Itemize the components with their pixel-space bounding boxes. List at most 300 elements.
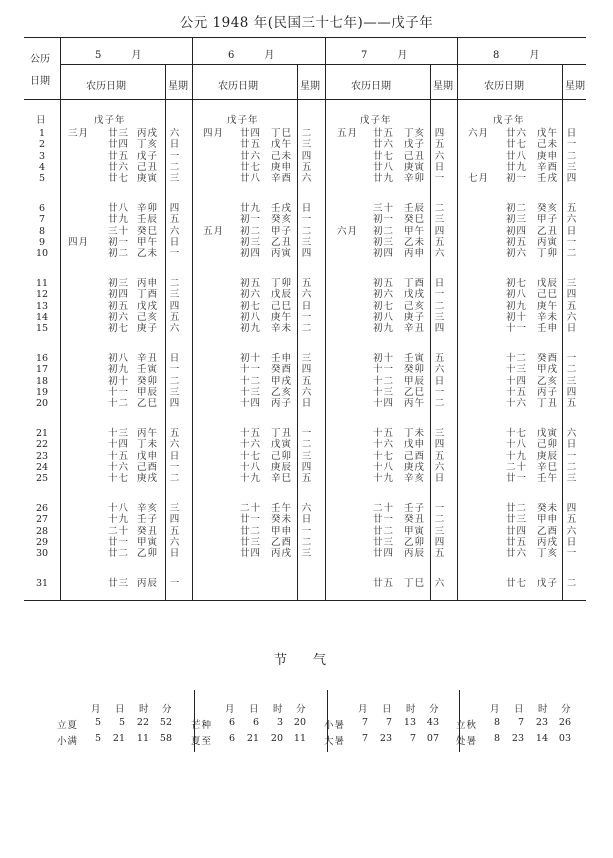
solar-term-minute: 58 xyxy=(159,733,172,744)
day-number: 16 xyxy=(35,353,49,364)
ganzhi: 壬寅 xyxy=(137,364,159,376)
lunar-date: 廿四 xyxy=(240,128,262,139)
weekday: 四 xyxy=(169,203,181,214)
ganzhi: 丙戌 xyxy=(537,536,559,548)
lunar-month-mark: 六月 xyxy=(337,225,359,237)
solar-col-header: 月 xyxy=(358,704,368,715)
ganzhi: 壬戌 xyxy=(271,203,293,214)
day-number: 27 xyxy=(35,514,49,526)
weekday: 四 xyxy=(566,503,578,514)
solar-col-header: 分 xyxy=(296,704,306,715)
weekday: 四 xyxy=(434,536,446,548)
weekday: 日 xyxy=(566,323,578,335)
solar-term-day: 5 xyxy=(118,717,125,728)
weekday: 日 xyxy=(169,353,181,364)
weekday: 六 xyxy=(169,323,181,335)
weekday: 一 xyxy=(434,386,446,398)
ganzhi: 辛巳 xyxy=(271,473,293,485)
ganzhi: 乙丑 xyxy=(537,225,559,237)
weekday: 六 xyxy=(566,311,578,323)
lunar-date: 十六 xyxy=(240,439,262,451)
weekday: 日 xyxy=(434,375,446,387)
month-header: 5 月 xyxy=(95,50,142,61)
day-number: 20 xyxy=(35,398,49,410)
weekday: 三 xyxy=(169,289,181,301)
weekday: 五 xyxy=(301,161,313,173)
ganzhi: 己丑 xyxy=(137,161,159,173)
ganzhi: 己酉 xyxy=(137,461,159,473)
ganzhi: 乙亥 xyxy=(271,386,293,398)
ganzhi: 乙亥 xyxy=(537,375,559,387)
day-number: 9 xyxy=(38,236,46,248)
lunar-date: 十七 xyxy=(108,473,130,485)
solar-term-day: 23 xyxy=(511,733,524,744)
ganzhi: 甲申 xyxy=(271,525,293,537)
lunar-date: 廿五 xyxy=(506,536,528,548)
solar-term-month: 6 xyxy=(228,717,235,728)
ganzhi: 癸卯 xyxy=(137,375,159,387)
ganzhi: 丁酉 xyxy=(137,289,159,301)
lunar-date: 廿八 xyxy=(108,203,130,214)
weekday: 一 xyxy=(169,364,181,376)
lunar-date-header: 农历日期 xyxy=(86,81,126,92)
weekday: 二 xyxy=(301,536,313,548)
weekday: 六 xyxy=(169,128,181,139)
ganzhi: 壬午 xyxy=(537,473,559,485)
ganzhi: 辛未 xyxy=(537,311,559,323)
solar-col-header: 日 xyxy=(514,704,524,715)
solar-col-header: 分 xyxy=(561,704,571,715)
lunar-date: 十八 xyxy=(240,461,262,473)
weekday: 一 xyxy=(434,289,446,301)
weekday: 五 xyxy=(566,398,578,410)
solar-term-hour: 23 xyxy=(535,717,548,728)
lunar-date: 初八 xyxy=(108,353,130,364)
lunar-date: 廿九 xyxy=(240,203,262,214)
weekday: 六 xyxy=(434,150,446,162)
day-number: 8 xyxy=(38,225,46,237)
day-number: 2 xyxy=(38,139,46,151)
solar-col-header: 日 xyxy=(249,704,259,715)
lunar-date: 初八 xyxy=(240,311,262,323)
ganzhi: 庚寅 xyxy=(137,173,159,185)
solar-col-header: 时 xyxy=(538,704,548,715)
ganzhi: 辛丑 xyxy=(404,323,426,335)
lunar-date: 十八 xyxy=(373,461,395,473)
solar-term-name: 芒种 xyxy=(191,720,213,731)
day-number: 1 xyxy=(38,128,46,139)
ganzhi: 庚午 xyxy=(537,300,559,312)
lunar-date: 十六 xyxy=(373,439,395,451)
ganzhi: 己丑 xyxy=(404,150,426,162)
weekday: 日 xyxy=(301,398,313,410)
day-number: 10 xyxy=(35,248,49,260)
solar-col-header: 日 xyxy=(382,704,392,715)
ganzhi: 己巳 xyxy=(537,289,559,301)
weekday: 日 xyxy=(169,548,181,560)
weekday: 三 xyxy=(566,161,578,173)
solar-col-header: 日 xyxy=(115,704,125,715)
ganzhi: 戊申 xyxy=(137,450,159,462)
lunar-month-mark: 五月 xyxy=(203,225,225,237)
ganzhi: 癸未 xyxy=(271,514,293,526)
solar-col-header: 时 xyxy=(406,704,416,715)
ganzhi: 戊戌 xyxy=(137,300,159,312)
solar-term-minute: 43 xyxy=(426,717,439,728)
header-bottom-rule xyxy=(24,99,586,100)
lunar-date: 廿四 xyxy=(373,548,395,560)
weekday: 四 xyxy=(434,128,446,139)
ganzhi: 辛酉 xyxy=(271,173,293,185)
lunar-date: 廿七 xyxy=(506,578,528,589)
solar-term-minute: 07 xyxy=(426,733,439,744)
solar-term-minute: 03 xyxy=(558,733,571,744)
lunar-date: 十一 xyxy=(506,323,528,335)
weekday: 三 xyxy=(434,311,446,323)
solar-col-header: 月 xyxy=(91,704,101,715)
solar-term-name: 大暑 xyxy=(324,736,346,747)
lunar-date: 十七 xyxy=(240,450,262,462)
weekday: 二 xyxy=(434,300,446,312)
year-label: 戊子年 xyxy=(493,115,525,126)
lunar-date: 二十 xyxy=(506,461,528,473)
ganzhi: 丁未 xyxy=(404,428,426,439)
weekday: 六 xyxy=(301,386,313,398)
lunar-date: 十四 xyxy=(506,375,528,387)
ganzhi: 辛亥 xyxy=(137,503,159,514)
ganzhi: 甲辰 xyxy=(137,386,159,398)
weekday: 四 xyxy=(301,150,313,162)
ganzhi: 壬辰 xyxy=(404,203,426,214)
ganzhi: 庚辰 xyxy=(537,450,559,462)
weekday: 三 xyxy=(566,375,578,387)
weekday: 三 xyxy=(301,236,313,248)
lunar-date: 廿五 xyxy=(108,150,130,162)
weekday: 六 xyxy=(169,536,181,548)
ganzhi: 甲子 xyxy=(271,225,293,237)
lunar-date: 初七 xyxy=(506,278,528,289)
weekday: 日 xyxy=(301,203,313,214)
lunar-date: 廿七 xyxy=(373,150,395,162)
lunar-date: 二十 xyxy=(373,503,395,514)
ganzhi: 丁亥 xyxy=(404,128,426,139)
lunar-date: 十三 xyxy=(108,428,130,439)
day-number: 29 xyxy=(35,536,49,548)
lunar-date: 初八 xyxy=(506,289,528,301)
weekday: 六 xyxy=(169,439,181,451)
weekday: 日 xyxy=(434,161,446,173)
weekday: 三 xyxy=(169,386,181,398)
month-header: 7 月 xyxy=(361,50,408,61)
ganzhi: 癸未 xyxy=(537,503,559,514)
lunar-date: 初二 xyxy=(108,248,130,260)
lunar-date: 廿七 xyxy=(506,139,528,151)
lunar-date: 初五 xyxy=(108,300,130,312)
lunar-date: 初三 xyxy=(373,236,395,248)
ganzhi: 己亥 xyxy=(137,311,159,323)
weekday: 二 xyxy=(434,398,446,410)
lunar-date: 十九 xyxy=(240,473,262,485)
ganzhi: 戊子 xyxy=(404,139,426,151)
lunar-date: 廿一 xyxy=(373,514,395,526)
day-label: 日 xyxy=(36,115,46,126)
lunar-date: 初九 xyxy=(506,300,528,312)
solar-term-month: 8 xyxy=(493,717,500,728)
table-top-rule xyxy=(24,37,586,38)
lunar-date: 初二 xyxy=(506,203,528,214)
lunar-month-mark: 六月 xyxy=(468,128,490,139)
lunar-date: 廿三 xyxy=(373,536,395,548)
ganzhi: 己未 xyxy=(271,150,293,162)
ganzhi: 丁亥 xyxy=(137,139,159,151)
weekday: 四 xyxy=(169,300,181,312)
ganzhi: 己酉 xyxy=(404,450,426,462)
weekday: 三 xyxy=(301,450,313,462)
day-number: 19 xyxy=(35,386,49,398)
weekday: 三 xyxy=(169,503,181,514)
weekday: 四 xyxy=(566,386,578,398)
weekday: 三 xyxy=(434,525,446,537)
lunar-date: 初一 xyxy=(373,214,395,226)
weekday: 二 xyxy=(566,461,578,473)
weekday: 一 xyxy=(301,428,313,439)
lunar-date: 廿三 xyxy=(240,536,262,548)
ganzhi: 乙丑 xyxy=(271,236,293,248)
ganzhi: 癸酉 xyxy=(271,364,293,376)
lunar-date: 廿六 xyxy=(506,128,528,139)
weekday: 一 xyxy=(566,353,578,364)
weekday: 三 xyxy=(434,214,446,226)
ganzhi: 乙卯 xyxy=(404,536,426,548)
day-number: 14 xyxy=(35,311,49,323)
solar-term-hour: 3 xyxy=(276,717,283,728)
day-number: 3 xyxy=(38,150,46,162)
page-title: 公元 1948 年(民国三十七年)——戊子年 xyxy=(179,15,434,31)
weekday: 一 xyxy=(566,450,578,462)
day-number: 26 xyxy=(35,503,49,514)
ganzhi: 癸丑 xyxy=(137,525,159,537)
lunar-date: 十八 xyxy=(108,503,130,514)
lunar-date: 廿九 xyxy=(108,214,130,226)
solar-term-day: 7 xyxy=(517,717,524,728)
day-number: 7 xyxy=(38,214,46,226)
lunar-date: 廿三 xyxy=(108,578,130,589)
lunar-date: 十五 xyxy=(506,386,528,398)
weekday: 日 xyxy=(434,278,446,289)
weekday: 一 xyxy=(301,525,313,537)
solar-col-header: 分 xyxy=(162,704,172,715)
weekday: 四 xyxy=(434,323,446,335)
lunar-date: 初六 xyxy=(506,248,528,260)
weekday: 二 xyxy=(301,323,313,335)
ganzhi: 辛巳 xyxy=(537,461,559,473)
weekday: 六 xyxy=(434,248,446,260)
weekday: 五 xyxy=(434,236,446,248)
weekday: 六 xyxy=(301,503,313,514)
weekday: 三 xyxy=(566,278,578,289)
weekday: 四 xyxy=(434,225,446,237)
lunar-date: 初七 xyxy=(240,300,262,312)
weekday: 三 xyxy=(301,548,313,560)
ganzhi: 甲辰 xyxy=(404,375,426,387)
ganzhi: 辛亥 xyxy=(404,473,426,485)
lunar-date: 初三 xyxy=(506,214,528,226)
table-bottom-rule xyxy=(24,600,586,601)
weekday: 四 xyxy=(301,248,313,260)
weekday: 四 xyxy=(169,398,181,410)
ganzhi: 甲午 xyxy=(137,236,159,248)
weekday: 五 xyxy=(169,311,181,323)
solar-col-header: 分 xyxy=(429,704,439,715)
ganzhi: 丙辰 xyxy=(137,578,159,589)
ganzhi: 丙戌 xyxy=(271,548,293,560)
ganzhi: 辛未 xyxy=(271,323,293,335)
day-number: 21 xyxy=(35,428,49,439)
weekday: 二 xyxy=(301,128,313,139)
solar-term-month: 5 xyxy=(94,717,101,728)
days-divider xyxy=(60,37,61,600)
solar-col-header: 月 xyxy=(225,704,235,715)
weekday: 一 xyxy=(301,214,313,226)
weekday: 一 xyxy=(169,578,181,589)
lunar-date: 廿一 xyxy=(108,536,130,548)
ganzhi: 癸亥 xyxy=(271,214,293,226)
lunar-date: 廿二 xyxy=(506,503,528,514)
solar-term-hour: 13 xyxy=(403,717,416,728)
ganzhi: 戊申 xyxy=(404,439,426,451)
lunar-date: 初三 xyxy=(108,278,130,289)
lunar-date: 廿三 xyxy=(506,514,528,526)
weekday: 二 xyxy=(566,364,578,376)
lunar-date: 十二 xyxy=(240,375,262,387)
day-number: 6 xyxy=(38,203,46,214)
year-label: 戊子年 xyxy=(227,115,259,126)
day-number: 17 xyxy=(35,364,49,376)
lunar-month-mark: 七月 xyxy=(468,173,490,185)
solar-term-month: 6 xyxy=(228,733,235,744)
weekday: 二 xyxy=(434,203,446,214)
weekday: 五 xyxy=(434,353,446,364)
weekday: 四 xyxy=(301,364,313,376)
ganzhi: 癸巳 xyxy=(137,225,159,237)
weekday: 六 xyxy=(169,225,181,237)
solar-term-month: 7 xyxy=(361,733,368,744)
weekday: 二 xyxy=(566,578,578,589)
weekday: 二 xyxy=(169,161,181,173)
weekday: 二 xyxy=(169,375,181,387)
ganzhi: 丙寅 xyxy=(537,236,559,248)
ganzhi: 庚寅 xyxy=(404,161,426,173)
ganzhi: 乙未 xyxy=(404,236,426,248)
lunar-date: 初九 xyxy=(373,323,395,335)
solar-col-header: 月 xyxy=(490,704,500,715)
ganzhi: 壬辰 xyxy=(137,214,159,226)
ganzhi: 庚戌 xyxy=(404,461,426,473)
weekday: 四 xyxy=(301,461,313,473)
lunar-date: 初七 xyxy=(373,300,395,312)
day-number: 11 xyxy=(35,278,49,289)
weekday: 一 xyxy=(301,311,313,323)
ganzhi: 丙辰 xyxy=(404,548,426,560)
day-number: 28 xyxy=(35,525,49,537)
ganzhi: 庚申 xyxy=(537,150,559,162)
ganzhi: 辛丑 xyxy=(137,353,159,364)
ganzhi: 壬午 xyxy=(271,503,293,514)
lunar-date: 十九 xyxy=(506,450,528,462)
lunar-date: 十六 xyxy=(108,461,130,473)
ganzhi: 甲寅 xyxy=(137,536,159,548)
lunar-date: 三十 xyxy=(373,203,395,214)
weekday: 三 xyxy=(301,353,313,364)
weekday: 一 xyxy=(566,548,578,560)
ganzhi: 丁卯 xyxy=(271,278,293,289)
lunar-date: 廿二 xyxy=(240,525,262,537)
lunar-date: 十八 xyxy=(506,439,528,451)
month-divider xyxy=(457,37,458,600)
ganzhi: 戊戌 xyxy=(404,289,426,301)
solar-term-month: 7 xyxy=(361,717,368,728)
lunar-date: 二十 xyxy=(108,525,130,537)
ganzhi: 乙巳 xyxy=(404,386,426,398)
weekday: 六 xyxy=(301,173,313,185)
ganzhi: 癸酉 xyxy=(537,353,559,364)
lunar-date: 廿一 xyxy=(240,514,262,526)
ganzhi: 戊辰 xyxy=(537,278,559,289)
ganzhi: 癸丑 xyxy=(404,514,426,526)
weekday: 日 xyxy=(566,536,578,548)
lunar-month-mark: 三月 xyxy=(68,128,90,139)
ganzhi: 乙酉 xyxy=(537,525,559,537)
ganzhi: 辛卯 xyxy=(404,173,426,185)
ganzhi: 丙午 xyxy=(404,398,426,410)
ganzhi: 甲子 xyxy=(537,214,559,226)
weekday: 日 xyxy=(301,300,313,312)
lunar-date: 二十 xyxy=(240,503,262,514)
lunar-date: 廿七 xyxy=(108,173,130,185)
lunar-date: 廿六 xyxy=(240,150,262,162)
day-number: 4 xyxy=(38,161,46,173)
ganzhi: 壬寅 xyxy=(404,353,426,364)
weekday: 六 xyxy=(566,428,578,439)
lunar-date: 三十 xyxy=(108,225,130,237)
ganzhi: 庚午 xyxy=(271,311,293,323)
lunar-date: 十五 xyxy=(373,428,395,439)
lunar-date: 十六 xyxy=(506,398,528,410)
weekday: 六 xyxy=(434,578,446,589)
ganzhi: 壬申 xyxy=(271,353,293,364)
weekday: 四 xyxy=(169,514,181,526)
lunar-date: 廿七 xyxy=(240,161,262,173)
ganzhi: 丙午 xyxy=(137,428,159,439)
weekday: 二 xyxy=(434,514,446,526)
weekday: 日 xyxy=(566,128,578,139)
month-header: 8 月 xyxy=(493,50,540,61)
weekday: 一 xyxy=(169,461,181,473)
weekday: 五 xyxy=(301,278,313,289)
solar-term-name: 夏至 xyxy=(191,736,213,747)
weekday: 一 xyxy=(566,236,578,248)
ganzhi: 庚子 xyxy=(137,323,159,335)
ganzhi: 己卯 xyxy=(537,439,559,451)
lunar-date: 十四 xyxy=(240,398,262,410)
solar-term-name: 小暑 xyxy=(324,720,346,731)
lunar-date: 廿五 xyxy=(373,578,395,589)
solar-term-minute: 11 xyxy=(293,733,306,744)
ganzhi: 乙卯 xyxy=(137,548,159,560)
lunar-date: 初十 xyxy=(108,375,130,387)
ganzhi: 丁酉 xyxy=(404,278,426,289)
lunar-month-mark: 四月 xyxy=(203,128,225,139)
